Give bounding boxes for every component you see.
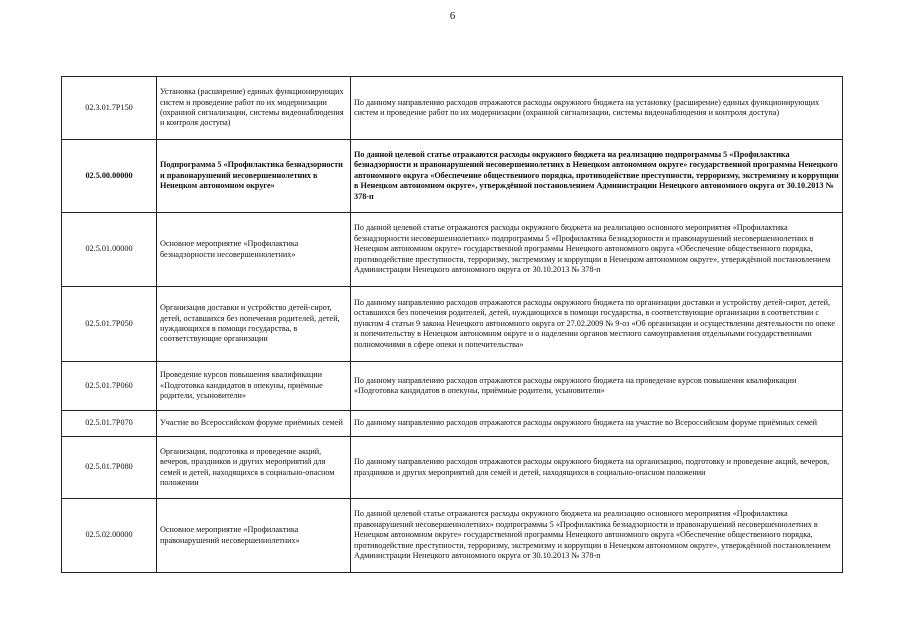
- code-cell: 02.3.01.7Р150: [62, 77, 157, 140]
- code-cell: 02.5.01.7Р050: [62, 287, 157, 362]
- code-cell: 02.5.01.7Р060: [62, 362, 157, 411]
- description-cell: По данной целевой статье отражаются расходы окружного бюджета на реализацию подпрограммы 5 «Профилактика безнадзорности и правонарушений несовершеннолетних в Ненецком автономном округе» государственной программы Ненецкого автономного округа «Обеспечение общественного порядка, противодействие преступности, терроризму, экстремизму и коррупции в Ненецком автономном округе», утверждённой постановлением Администрации Ненецкого автономного округа от 30.10.2013 № 378-п: [351, 140, 843, 213]
- description-cell: По данному направлению расходов отражаются расходы окружного бюджета на установку (расширение) единых функционирующих систем и проведение работ по их модернизации (охранной сигнализации, системы видеонаблюдения и контроля доступа): [351, 77, 843, 140]
- name-cell: Подпрограмма 5 «Профилактика безнадзорности и правонарушений несовершеннолетних в Ненецком автономном округе»: [157, 140, 351, 213]
- table-row: [62, 77, 843, 140]
- name-cell: Организация, подготовка и проведение акций, вечеров, праздников и других мероприятий для семей и детей, находящихся в социально-опасном положении: [157, 437, 351, 499]
- name-cell: Основное мероприятие «Профилактика правонарушений несовершеннолетних»: [157, 499, 351, 573]
- table-row: [62, 499, 843, 573]
- description-cell: По данному направлению расходов отражаются расходы окружного бюджета на проведение курсов повышения квалификации «Подготовка кандидатов в опекуны, приёмные родители, усыновители»: [351, 362, 843, 411]
- table-row: [62, 411, 843, 437]
- budget-classification-table: [61, 76, 843, 573]
- table-row: [62, 140, 843, 213]
- table-row: [62, 213, 843, 287]
- page-number: 6: [449, 10, 456, 22]
- description-cell: По данному направлению расходов отражаются расходы окружного бюджета по организации доставки и устройству детей-сирот, детей, оставшихся без попечения родителей, детей, нуждающихся в помощи государства, в соответствующие организации в соответствии с пунктом 4 статьи 9 закона Ненецкого автономного округа от 27.02.2009 № 9-оз «Об организации и осуществлении деятельности по опеке и попечительству в Ненецком автономном округе и о наделении органов местного самоуправления отдельными государственными полномочиями в сфере опеки и попечительства»: [351, 287, 843, 362]
- table-row: [62, 362, 843, 411]
- name-cell: Организация доставки и устройство детей-сирот, детей, оставшихся без попечения родителей, детей, нуждающихся в помощи государства, в соответствующие организации: [157, 287, 351, 362]
- description-cell: По данной целевой статье отражаются расходы окружного бюджета на реализацию основного мероприятия «Профилактика правонарушений несовершеннолетних» подпрограммы 5 «Профилактика безнадзорности и правонарушений несовершеннолетних в Ненецком автономном округе» государственной программы Ненецкого автономного округа «Обеспечение общественного порядка, противодействие преступности, терроризму, экстремизму и коррупции в Ненецком автономном округе», утверждённой постановлением Администрации Ненецкого автономного округа от 30.10.2013 № 378-п: [351, 499, 843, 573]
- description-cell: По данной целевой статье отражаются расходы окружного бюджета на реализацию основного мероприятия «Профилактика безнадзорности несовершеннолетних» подпрограммы 5 «Профилактика безнадзорности и правонарушений несовершеннолетних в Ненецком автономном округе» государственной программы Ненецкого автономного округа «Обеспечение общественного порядка, противодействие преступности, терроризму, экстремизму и коррупции в Ненецком автономном округе», утверждённой постановлением Администрации Ненецкого автономного округа от 30.10.2013 № 378-п: [351, 213, 843, 287]
- code-cell: 02.5.01.00000: [62, 213, 157, 287]
- name-cell: Установка (расширение) единых функционирующих систем и проведение работ по их модернизации (охранной сигнализации, системы видеонаблюдения и контроля доступа): [157, 77, 351, 140]
- table-row: [62, 287, 843, 362]
- name-cell: Проведение курсов повышения квалификации «Подготовка кандидатов в опекуны, приёмные родители, усыновители»: [157, 362, 351, 411]
- description-cell: По данному направлению расходов отражаются расходы окружного бюджета на участие во Всероссийском форуме приёмных семей: [351, 411, 843, 437]
- code-cell: 02.5.01.7Р070: [62, 411, 157, 437]
- table-row: [62, 437, 843, 499]
- description-cell: По данному направлению расходов отражаются расходы окружного бюджета на организацию, подготовку и проведение акций, вечеров, праздников и других мероприятий для семей и детей, находящихся в социально-опасном положении: [351, 437, 843, 499]
- name-cell: Основное мероприятие «Профилактика безнадзорности несовершеннолетних»: [157, 213, 351, 287]
- code-cell: 02.5.01.7Р080: [62, 437, 157, 499]
- code-cell: 02.5.02.00000: [62, 499, 157, 573]
- code-cell: 02.5.00.00000: [62, 140, 157, 213]
- name-cell: Участие во Всероссийском форуме приёмных семей: [157, 411, 351, 437]
